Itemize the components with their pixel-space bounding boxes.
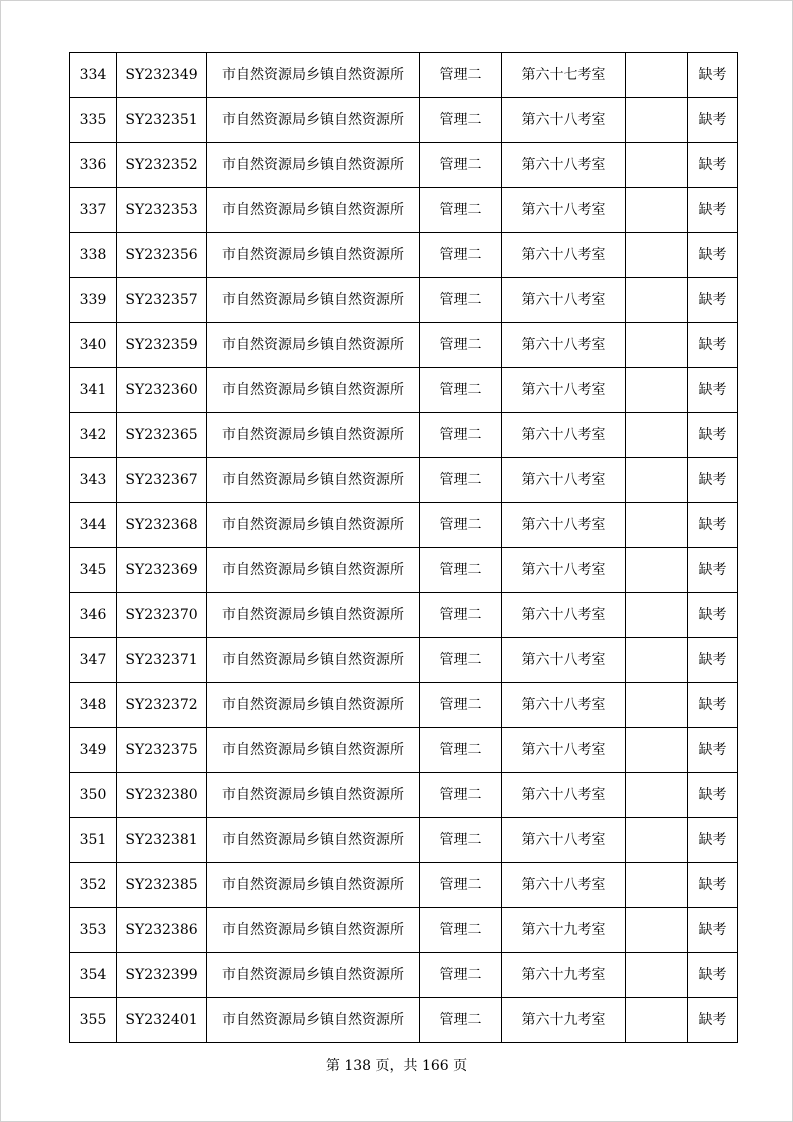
exam-room: 第六十八考室 bbox=[502, 98, 626, 143]
hiring-unit: 市自然资源局乡镇自然资源所 bbox=[207, 53, 420, 98]
hiring-unit: 市自然资源局乡镇自然资源所 bbox=[207, 998, 420, 1043]
post-name: 管理二 bbox=[420, 143, 502, 188]
table-row bbox=[70, 278, 738, 323]
row-number: 355 bbox=[70, 998, 117, 1043]
post-name: 管理二 bbox=[420, 593, 502, 638]
table-row bbox=[70, 233, 738, 278]
remark-cell: 缺考 bbox=[688, 548, 738, 593]
table-row bbox=[70, 323, 738, 368]
remark-cell: 缺考 bbox=[688, 593, 738, 638]
candidate-id: SY232380 bbox=[117, 773, 207, 818]
exam-room: 第六十八考室 bbox=[502, 413, 626, 458]
exam-room: 第六十八考室 bbox=[502, 548, 626, 593]
candidate-id: SY232371 bbox=[117, 638, 207, 683]
exam-room: 第六十八考室 bbox=[502, 683, 626, 728]
candidate-id: SY232356 bbox=[117, 233, 207, 278]
table-row bbox=[70, 773, 738, 818]
row-number: 335 bbox=[70, 98, 117, 143]
post-name: 管理二 bbox=[420, 728, 502, 773]
table-row bbox=[70, 953, 738, 998]
row-number: 353 bbox=[70, 908, 117, 953]
post-name: 管理二 bbox=[420, 908, 502, 953]
remark-cell: 缺考 bbox=[688, 863, 738, 908]
score-cell bbox=[626, 413, 688, 458]
remark-cell: 缺考 bbox=[688, 728, 738, 773]
table-row bbox=[70, 413, 738, 458]
score-cell bbox=[626, 638, 688, 683]
hiring-unit: 市自然资源局乡镇自然资源所 bbox=[207, 548, 420, 593]
candidate-id: SY232353 bbox=[117, 188, 207, 233]
table-row bbox=[70, 638, 738, 683]
hiring-unit: 市自然资源局乡镇自然资源所 bbox=[207, 818, 420, 863]
exam-room: 第六十七考室 bbox=[502, 53, 626, 98]
exam-room: 第六十八考室 bbox=[502, 593, 626, 638]
exam-room: 第六十八考室 bbox=[502, 773, 626, 818]
hiring-unit: 市自然资源局乡镇自然资源所 bbox=[207, 593, 420, 638]
score-cell bbox=[626, 503, 688, 548]
candidate-id: SY232360 bbox=[117, 368, 207, 413]
row-number: 344 bbox=[70, 503, 117, 548]
exam-room: 第六十八考室 bbox=[502, 458, 626, 503]
row-number: 339 bbox=[70, 278, 117, 323]
table-row bbox=[70, 908, 738, 953]
score-cell bbox=[626, 188, 688, 233]
exam-room: 第六十八考室 bbox=[502, 188, 626, 233]
remark-cell: 缺考 bbox=[688, 278, 738, 323]
row-number: 337 bbox=[70, 188, 117, 233]
table-row bbox=[70, 728, 738, 773]
post-name: 管理二 bbox=[420, 503, 502, 548]
candidate-table-body bbox=[70, 53, 738, 1043]
hiring-unit: 市自然资源局乡镇自然资源所 bbox=[207, 953, 420, 998]
post-name: 管理二 bbox=[420, 323, 502, 368]
exam-room: 第六十九考室 bbox=[502, 953, 626, 998]
row-number: 341 bbox=[70, 368, 117, 413]
candidate-id: SY232369 bbox=[117, 548, 207, 593]
score-cell bbox=[626, 953, 688, 998]
row-number: 343 bbox=[70, 458, 117, 503]
hiring-unit: 市自然资源局乡镇自然资源所 bbox=[207, 458, 420, 503]
row-number: 346 bbox=[70, 593, 117, 638]
exam-room: 第六十八考室 bbox=[502, 278, 626, 323]
score-cell bbox=[626, 863, 688, 908]
exam-room: 第六十九考室 bbox=[502, 908, 626, 953]
remark-cell: 缺考 bbox=[688, 818, 738, 863]
remark-cell: 缺考 bbox=[688, 638, 738, 683]
exam-room: 第六十八考室 bbox=[502, 863, 626, 908]
remark-cell: 缺考 bbox=[688, 368, 738, 413]
post-name: 管理二 bbox=[420, 638, 502, 683]
candidate-id: SY232399 bbox=[117, 953, 207, 998]
table-row bbox=[70, 503, 738, 548]
row-number: 334 bbox=[70, 53, 117, 98]
score-cell bbox=[626, 773, 688, 818]
post-name: 管理二 bbox=[420, 368, 502, 413]
row-number: 349 bbox=[70, 728, 117, 773]
row-number: 338 bbox=[70, 233, 117, 278]
hiring-unit: 市自然资源局乡镇自然资源所 bbox=[207, 233, 420, 278]
table-row bbox=[70, 188, 738, 233]
hiring-unit: 市自然资源局乡镇自然资源所 bbox=[207, 728, 420, 773]
candidate-id: SY232349 bbox=[117, 53, 207, 98]
row-number: 336 bbox=[70, 143, 117, 188]
hiring-unit: 市自然资源局乡镇自然资源所 bbox=[207, 323, 420, 368]
candidate-id: SY232386 bbox=[117, 908, 207, 953]
score-cell bbox=[626, 278, 688, 323]
table-row bbox=[70, 368, 738, 413]
exam-room: 第六十八考室 bbox=[502, 503, 626, 548]
exam-room: 第六十八考室 bbox=[502, 323, 626, 368]
exam-room: 第六十八考室 bbox=[502, 368, 626, 413]
remark-cell: 缺考 bbox=[688, 53, 738, 98]
table-row bbox=[70, 548, 738, 593]
post-name: 管理二 bbox=[420, 188, 502, 233]
remark-cell: 缺考 bbox=[688, 233, 738, 278]
hiring-unit: 市自然资源局乡镇自然资源所 bbox=[207, 683, 420, 728]
post-name: 管理二 bbox=[420, 953, 502, 998]
score-cell bbox=[626, 233, 688, 278]
table-row bbox=[70, 998, 738, 1043]
post-name: 管理二 bbox=[420, 548, 502, 593]
post-name: 管理二 bbox=[420, 413, 502, 458]
row-number: 354 bbox=[70, 953, 117, 998]
candidate-id: SY232375 bbox=[117, 728, 207, 773]
table-row bbox=[70, 143, 738, 188]
score-cell bbox=[626, 908, 688, 953]
page-footer: 第 138 页，共 166 页 bbox=[325, 1058, 468, 1074]
row-number: 347 bbox=[70, 638, 117, 683]
score-cell bbox=[626, 458, 688, 503]
candidate-id: SY232352 bbox=[117, 143, 207, 188]
post-name: 管理二 bbox=[420, 98, 502, 143]
score-cell bbox=[626, 548, 688, 593]
exam-room: 第六十八考室 bbox=[502, 233, 626, 278]
candidate-id: SY232385 bbox=[117, 863, 207, 908]
exam-room: 第六十八考室 bbox=[502, 818, 626, 863]
hiring-unit: 市自然资源局乡镇自然资源所 bbox=[207, 863, 420, 908]
table-row bbox=[70, 53, 738, 98]
score-cell bbox=[626, 368, 688, 413]
candidate-id: SY232357 bbox=[117, 278, 207, 323]
score-cell bbox=[626, 323, 688, 368]
row-number: 345 bbox=[70, 548, 117, 593]
table-row bbox=[70, 458, 738, 503]
exam-room: 第六十八考室 bbox=[502, 143, 626, 188]
table-row bbox=[70, 683, 738, 728]
exam-room: 第六十八考室 bbox=[502, 638, 626, 683]
score-cell bbox=[626, 593, 688, 638]
candidate-id: SY232351 bbox=[117, 98, 207, 143]
hiring-unit: 市自然资源局乡镇自然资源所 bbox=[207, 503, 420, 548]
post-name: 管理二 bbox=[420, 998, 502, 1043]
row-number: 352 bbox=[70, 863, 117, 908]
table-row bbox=[70, 593, 738, 638]
post-name: 管理二 bbox=[420, 233, 502, 278]
hiring-unit: 市自然资源局乡镇自然资源所 bbox=[207, 773, 420, 818]
row-number: 350 bbox=[70, 773, 117, 818]
row-number: 342 bbox=[70, 413, 117, 458]
candidate-id: SY232368 bbox=[117, 503, 207, 548]
remark-cell: 缺考 bbox=[688, 143, 738, 188]
remark-cell: 缺考 bbox=[688, 188, 738, 233]
remark-cell: 缺考 bbox=[688, 458, 738, 503]
candidate-id: SY232359 bbox=[117, 323, 207, 368]
hiring-unit: 市自然资源局乡镇自然资源所 bbox=[207, 368, 420, 413]
hiring-unit: 市自然资源局乡镇自然资源所 bbox=[207, 143, 420, 188]
post-name: 管理二 bbox=[420, 863, 502, 908]
row-number: 351 bbox=[70, 818, 117, 863]
score-cell bbox=[626, 683, 688, 728]
remark-cell: 缺考 bbox=[688, 998, 738, 1043]
hiring-unit: 市自然资源局乡镇自然资源所 bbox=[207, 278, 420, 323]
hiring-unit: 市自然资源局乡镇自然资源所 bbox=[207, 188, 420, 233]
row-number: 340 bbox=[70, 323, 117, 368]
score-cell bbox=[626, 728, 688, 773]
score-cell bbox=[626, 98, 688, 143]
remark-cell: 缺考 bbox=[688, 908, 738, 953]
remark-cell: 缺考 bbox=[688, 323, 738, 368]
score-cell bbox=[626, 143, 688, 188]
exam-room: 第六十八考室 bbox=[502, 728, 626, 773]
candidate-id: SY232372 bbox=[117, 683, 207, 728]
hiring-unit: 市自然资源局乡镇自然资源所 bbox=[207, 638, 420, 683]
hiring-unit: 市自然资源局乡镇自然资源所 bbox=[207, 98, 420, 143]
candidate-id: SY232367 bbox=[117, 458, 207, 503]
exam-room: 第六十九考室 bbox=[502, 998, 626, 1043]
post-name: 管理二 bbox=[420, 683, 502, 728]
remark-cell: 缺考 bbox=[688, 98, 738, 143]
row-number: 348 bbox=[70, 683, 117, 728]
remark-cell: 缺考 bbox=[688, 683, 738, 728]
remark-cell: 缺考 bbox=[688, 503, 738, 548]
score-cell bbox=[626, 53, 688, 98]
hiring-unit: 市自然资源局乡镇自然资源所 bbox=[207, 908, 420, 953]
score-cell bbox=[626, 818, 688, 863]
table-row bbox=[70, 863, 738, 908]
table-row bbox=[70, 818, 738, 863]
candidate-table bbox=[69, 52, 738, 1043]
score-cell bbox=[626, 998, 688, 1043]
hiring-unit: 市自然资源局乡镇自然资源所 bbox=[207, 413, 420, 458]
candidate-id: SY232381 bbox=[117, 818, 207, 863]
remark-cell: 缺考 bbox=[688, 773, 738, 818]
post-name: 管理二 bbox=[420, 458, 502, 503]
post-name: 管理二 bbox=[420, 818, 502, 863]
post-name: 管理二 bbox=[420, 278, 502, 323]
remark-cell: 缺考 bbox=[688, 413, 738, 458]
post-name: 管理二 bbox=[420, 53, 502, 98]
table-row bbox=[70, 98, 738, 143]
remark-cell: 缺考 bbox=[688, 953, 738, 998]
candidate-id: SY232365 bbox=[117, 413, 207, 458]
candidate-id: SY232370 bbox=[117, 593, 207, 638]
candidate-id: SY232401 bbox=[117, 998, 207, 1043]
post-name: 管理二 bbox=[420, 773, 502, 818]
